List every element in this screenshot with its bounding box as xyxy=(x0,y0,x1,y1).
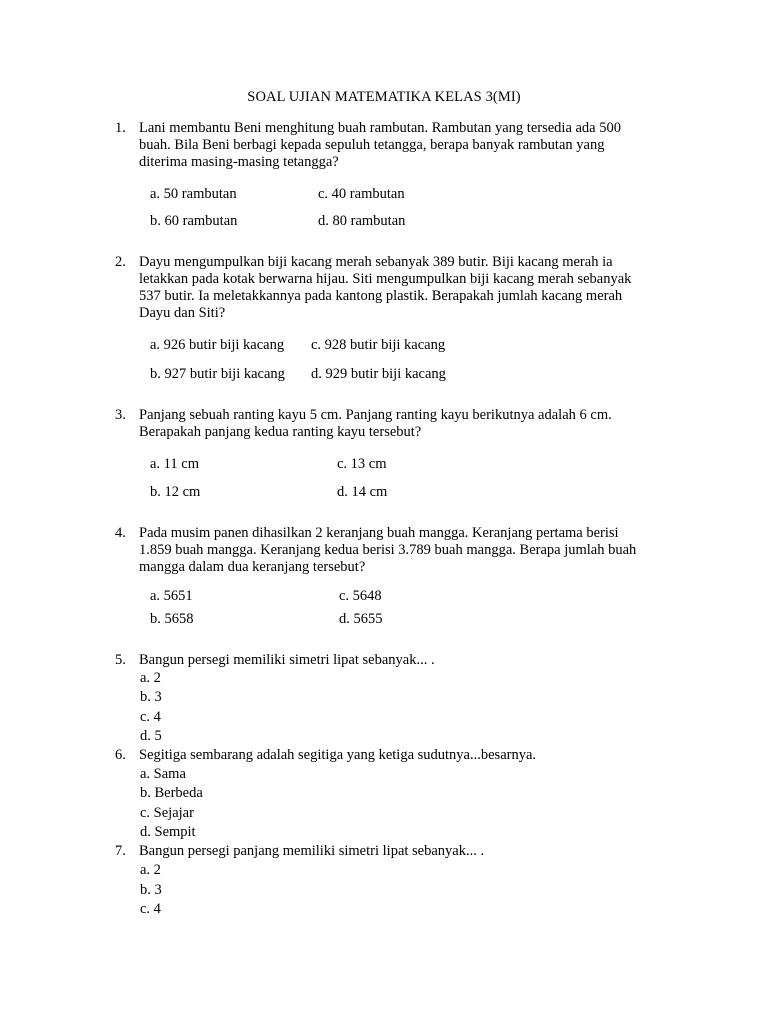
question-number: 1. xyxy=(115,120,126,136)
option-c: c. 4 xyxy=(140,709,161,725)
option-a: a. 2 xyxy=(140,862,161,878)
option-c: c. 13 cm xyxy=(337,456,387,472)
option-c: c. 5648 xyxy=(339,588,382,604)
question-text: Lani membantu Beni menghitung buah rambutan. Rambutan yang tersedia ada 500 buah. Bila Beni berbagi kepada sepuluh tetangga, berapa banyak rambutan yang diterima masing-masing tetangga? xyxy=(139,120,621,170)
option-d: d. 14 cm xyxy=(337,484,388,500)
option-d: d. Sempit xyxy=(140,824,196,840)
option-d: d. 5 xyxy=(140,728,162,744)
question-number: 7. xyxy=(115,843,126,859)
option-b: b. 927 butir biji kacang xyxy=(150,366,285,382)
question-number: 4. xyxy=(115,525,126,541)
question-number: 6. xyxy=(115,747,126,763)
option-b: b. 5658 xyxy=(150,611,194,627)
question-number: 5. xyxy=(115,652,126,668)
question-text: Panjang sebuah ranting kayu 5 cm. Panjang ranting kayu berikutnya adalah 6 cm. Berapakah panjang kedua ranting kayu tersebut? xyxy=(139,407,612,440)
question-3 xyxy=(115,407,675,441)
question-1 xyxy=(115,120,675,171)
option-a: a. 5651 xyxy=(150,588,193,604)
question-4 xyxy=(115,525,675,576)
option-a: a. 2 xyxy=(140,670,161,686)
question-text: Bangun persegi memiliki simetri lipat sebanyak... . xyxy=(139,652,435,668)
option-b: b. 3 xyxy=(140,689,162,705)
question-text: Segitiga sembarang adalah segitiga yang ketiga sudutnya...besarnya. xyxy=(139,747,537,763)
question-6 xyxy=(115,747,675,764)
option-b: b. 60 rambutan xyxy=(150,213,238,229)
page-title: SOAL UJIAN MATEMATIKA KELAS 3(MI) xyxy=(247,89,521,105)
option-a: a. 50 rambutan xyxy=(150,186,237,202)
question-2 xyxy=(115,254,675,322)
question-number: 2. xyxy=(115,254,126,270)
option-b: b. 3 xyxy=(140,882,162,898)
option-a: a. 11 cm xyxy=(150,456,199,472)
option-c: c. 928 butir biji kacang xyxy=(311,337,446,353)
option-b: b. 12 cm xyxy=(150,484,201,500)
option-b: b. Berbeda xyxy=(140,785,203,801)
option-a: a. 926 butir biji kacang xyxy=(150,337,285,353)
option-c: c. Sejajar xyxy=(140,805,194,821)
option-d: d. 5655 xyxy=(339,611,383,627)
question-text: Pada musim panen dihasilkan 2 keranjang buah mangga. Keranjang pertama berisi 1.859 buah mangga. Keranjang kedua berisi 3.789 buah mangga. Berapa jumlah buah mangga dalam dua keranjang tersebut? xyxy=(139,525,637,575)
option-d: d. 80 rambutan xyxy=(318,213,406,229)
question-7 xyxy=(115,843,675,860)
question-text: Bangun persegi panjang memiliki simetri lipat sebanyak... . xyxy=(139,843,485,859)
question-5 xyxy=(115,652,675,669)
question-number: 3. xyxy=(115,407,126,423)
option-d: d. 929 butir biji kacang xyxy=(311,366,446,382)
option-c: c. 40 rambutan xyxy=(318,186,405,202)
option-c: c. 4 xyxy=(140,901,161,917)
question-text: Dayu mengumpulkan biji kacang merah sebanyak 389 butir. Biji kacang merah ia letakkan pada kotak berwarna hijau. Siti mengumpulkan biji kacang merah sebanyak 537 butir. Ia meletakkannya pada kantong plastik. Berapakah jumlah kacang merah Dayu dan Siti? xyxy=(139,254,632,321)
option-a: a. Sama xyxy=(140,766,186,782)
